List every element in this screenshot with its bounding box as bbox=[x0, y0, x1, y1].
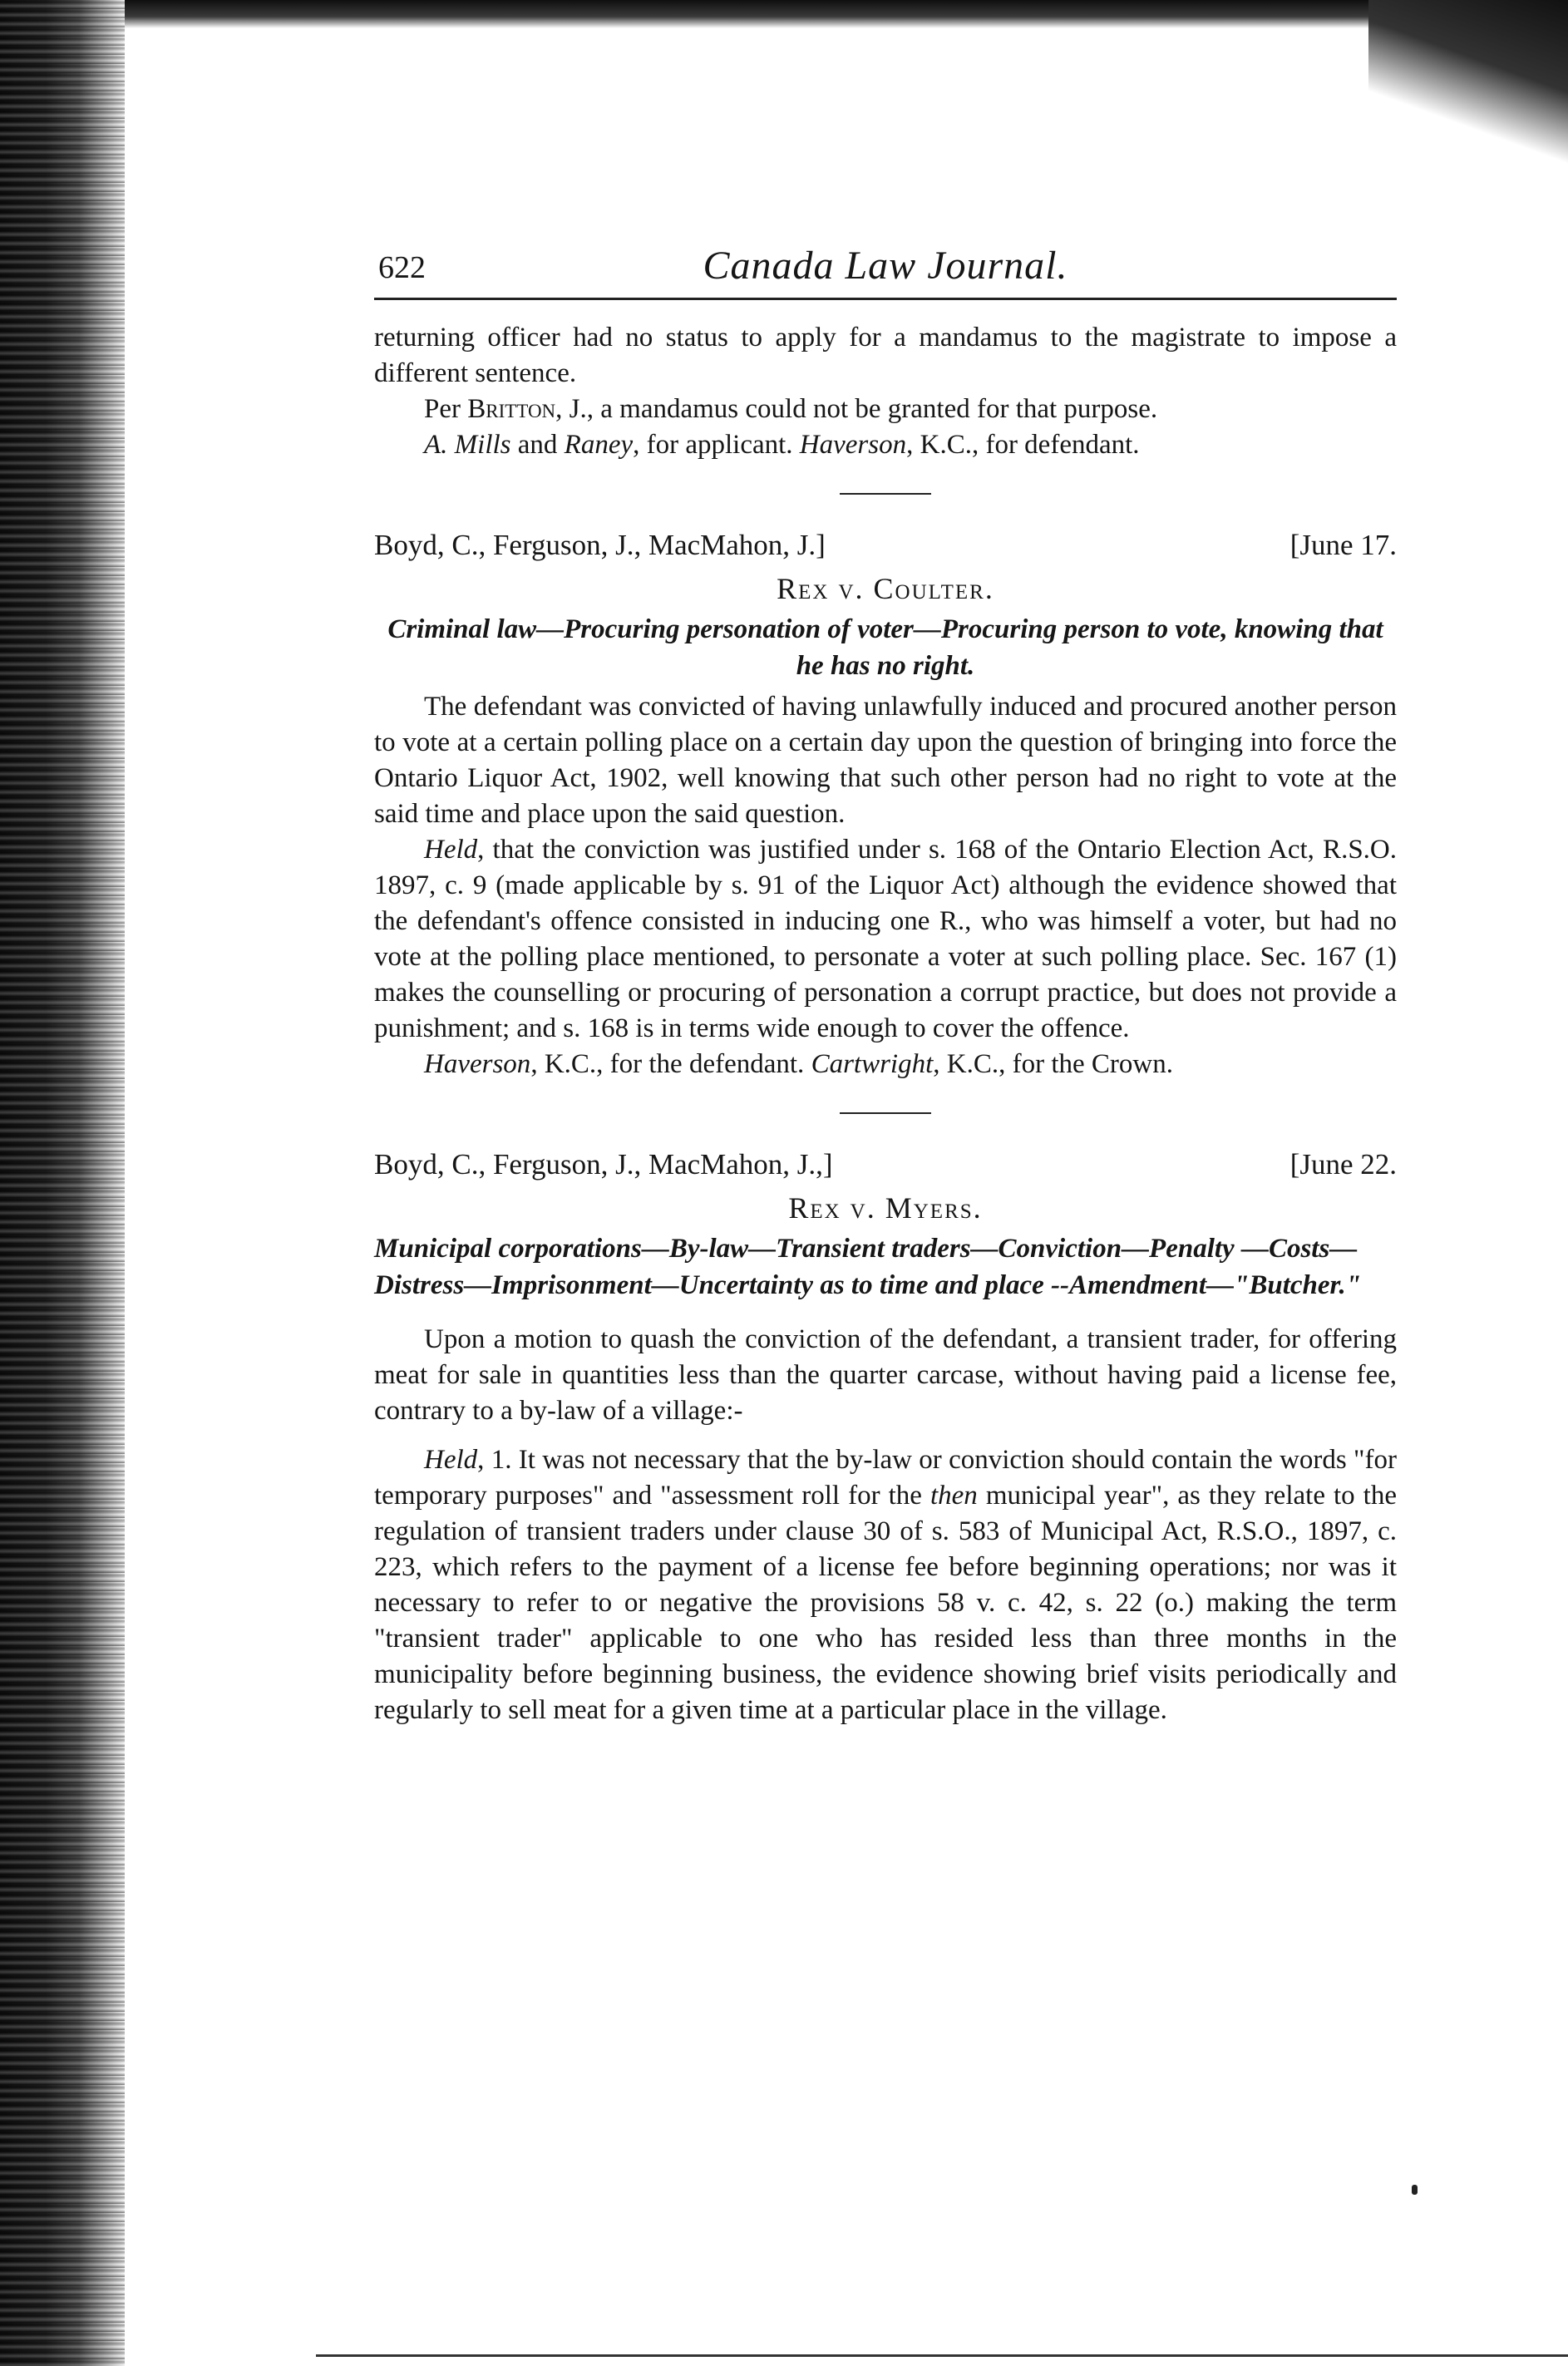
section-divider bbox=[840, 493, 931, 495]
case1-date: [June 17. bbox=[1289, 529, 1397, 561]
case1-counsel: Haverson, K.C., for the defendant. Cartwright, K.C., for the Crown. bbox=[424, 1049, 1173, 1079]
section-divider-2 bbox=[840, 1112, 931, 1114]
prev-case-counsel: A. Mills and Raney, for applicant. Haverson, K.C., for defendant. bbox=[424, 430, 1140, 460]
header-rule bbox=[374, 298, 1397, 300]
prev-case-text: returning officer had no status to apply for a mandamus to the magistrate to impose a different sentence. bbox=[374, 323, 1397, 388]
scan-corner-shadow bbox=[1368, 0, 1568, 191]
case2-name: Rex v. Myers. bbox=[788, 1191, 983, 1225]
case2-date: [June 22. bbox=[1289, 1148, 1397, 1181]
judge-britton: Britton bbox=[467, 394, 556, 424]
scan-binding-edge bbox=[0, 0, 125, 2366]
case1-judges: Boyd, C., Ferguson, J., MacMahon, J.] bbox=[374, 529, 826, 561]
case1-name: Rex v. Coulter. bbox=[777, 572, 994, 605]
journal-page bbox=[374, 200, 1397, 1728]
case2-holding: Held, 1. It was not necessary that the by-law or conviction should contain the words "for temporary purposes" and "assessment roll for the then municipal year", as they relate to the regulation of transient traders under clause 30 of s. 583 of Municipal Act, R.S.O., 1897, c. 223, which refers to the payment of a license fee before beginning operations; nor was it necessary to refer to or negative the provisions 58 v. c. 42, s. 22 (o.) making the term "transient trader" applicable to one who has resided less than three months in the municipality before beginning business, the evidence showing brief visits periodically and regularly to sell meat for a given time at a particular place in the village. bbox=[374, 1445, 1397, 1725]
scan-top-edge bbox=[125, 0, 1568, 28]
running-head bbox=[374, 200, 1397, 291]
page-number: 622 bbox=[378, 250, 426, 285]
case1-judges-line bbox=[374, 526, 1397, 564]
scan-bottom-edge bbox=[316, 2354, 1568, 2357]
case2-facts: Upon a motion to quash the conviction of the defendant, a transient trader, for offering meat for sale in quantities less than the quarter carcase, without having paid a license fee, contrary to a by-law of a village:- bbox=[374, 1324, 1397, 1426]
case2-judges-line bbox=[374, 1146, 1397, 1184]
scan-speck bbox=[1412, 2185, 1418, 2195]
case1-holding: Held, that the conviction was justified under s. 168 of the Ontario Election Act, R.S.O. 1897, c. 9 (made applicable by s. 91 of the Liquor Act) although the evidence showed that the defendant's offence consisted in inducing one R., who was himself a voter, but had no vote at the polling place mentioned, to personate a voter at such polling place. Sec. 167 (1) makes the counselling or procuring of personation a corrupt practice, but does not provide a punishment; and s. 168 is in terms wide enough to cover the offence. bbox=[374, 835, 1397, 1043]
case1-headnote: Criminal law—Procuring personation of voter—Procuring person to vote, knowing that he has no right. bbox=[387, 614, 1383, 681]
case2-judges: Boyd, C., Ferguson, J., MacMahon, J.,] bbox=[374, 1148, 833, 1181]
case1-facts: The defendant was convicted of having unlawfully induced and procured another person to vote at a certain polling place on a certain day upon the question of bringing into force the Ontario Liquor Act, 1902, well knowing that such other person had no right to vote at the said time and place upon the said question. bbox=[374, 692, 1397, 829]
journal-title: Canada Law Journal. bbox=[703, 244, 1068, 288]
britton-opinion: Per Britton, J., a mandamus could not be granted for that purpose. bbox=[424, 394, 1158, 424]
case2-headnote: Municipal corporations—By-law—Transient traders—Conviction—Penalty —Costs—Distress—Imprisonment—Uncertainty as to time and place --Amendment—"Butcher." bbox=[374, 1234, 1362, 1300]
